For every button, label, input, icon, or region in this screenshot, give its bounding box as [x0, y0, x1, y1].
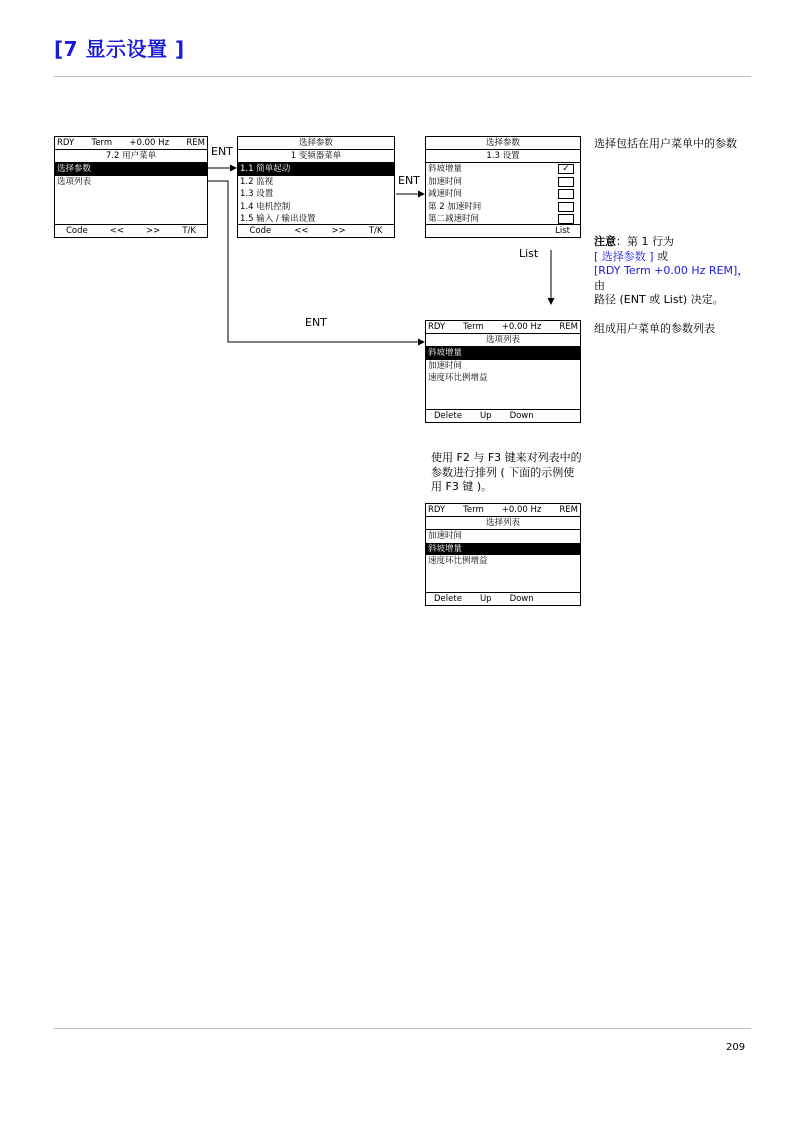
param-label: 第二减速时间	[428, 214, 480, 224]
note-title: 注意	[594, 235, 616, 248]
sort-instructions	[431, 451, 591, 495]
option-list-description: 组成用户菜单的参数列表	[594, 322, 715, 335]
param-label: 第 2 加速时间	[428, 201, 482, 212]
status-bar: 选择参数	[238, 137, 394, 150]
menu-item-io-setup[interactable]: 1.5 输入 / 输出设置	[240, 214, 316, 224]
status-rem: REM	[559, 322, 578, 332]
menu-item-motor-control[interactable]: 1.4 电机控制	[240, 201, 291, 212]
status-rdy: RDY	[428, 505, 446, 515]
fkey-next[interactable]: >>	[146, 226, 161, 236]
function-keys	[426, 592, 580, 605]
fkey-tk[interactable]: T/K	[182, 226, 196, 236]
param-item-ramp-increment[interactable]	[426, 163, 580, 176]
status-frequency: +0.00 Hz	[501, 505, 542, 515]
status-rem: REM	[559, 505, 578, 515]
list-item-ramp-increment[interactable]: 斜坡增量	[426, 543, 580, 556]
screen-title: 1 变频器菜单	[238, 150, 394, 163]
note-link-status-line[interactable]: [RDY Term +0.00 Hz REM]	[594, 264, 738, 277]
status-term: Term	[91, 138, 113, 148]
ent-label: ENT	[305, 316, 327, 329]
status-term: Term	[463, 322, 484, 332]
note-link-select-params[interactable]: [ 选择参数 ]	[594, 249, 654, 263]
status-frequency: +0.00 Hz	[501, 322, 542, 332]
list-item-accel-time[interactable]: 加速时间	[428, 531, 463, 541]
screen-title: 选择列表	[426, 517, 580, 530]
ent-label: ENT	[398, 174, 420, 187]
note-text: 或	[653, 249, 669, 263]
fkey-code[interactable]: Code	[249, 226, 272, 236]
fkey-up[interactable]: Up	[479, 594, 492, 604]
list-item-speed-loop-gain[interactable]: 速度环比例增益	[428, 373, 488, 383]
fkey-down[interactable]: Down	[509, 594, 534, 604]
menu-item-simple-start[interactable]: 1.1 简单起动	[238, 163, 394, 176]
param-item-accel-time[interactable]	[426, 176, 580, 189]
list-label: List	[519, 247, 539, 260]
status-bar	[55, 137, 207, 150]
screen-title: 选项列表	[426, 334, 580, 347]
param-checkbox[interactable]	[558, 177, 574, 187]
fkey-prev[interactable]: <<	[109, 226, 125, 236]
param-item-accel-time-2[interactable]	[426, 201, 580, 214]
menu-item-select-params[interactable]: 选择参数	[55, 163, 207, 176]
param-label: 斜坡增量	[428, 164, 463, 174]
param-checkbox-checked[interactable]: ✓	[558, 164, 574, 174]
param-checkbox[interactable]	[558, 214, 574, 224]
function-keys	[55, 224, 207, 237]
status-rdy: RDY	[57, 138, 75, 148]
fkey-prev[interactable]: <<	[294, 226, 309, 236]
screen-title: 1.3 设置	[426, 150, 580, 163]
fkey-up[interactable]: Up	[479, 411, 492, 421]
status-rdy: RDY	[428, 322, 446, 332]
screen-option-list	[425, 320, 581, 423]
param-checkbox[interactable]	[558, 202, 574, 212]
sort-line: 用 F3 键 )。	[431, 480, 493, 493]
screen-drive-menu	[237, 136, 395, 238]
status-bar	[426, 321, 580, 334]
screen-user-menu	[54, 136, 208, 238]
ent-label: ENT	[211, 145, 233, 158]
function-keys	[426, 409, 580, 422]
param-item-decel-time[interactable]	[426, 188, 580, 201]
fkey-list[interactable]: List	[555, 226, 570, 236]
status-frequency: +0.00 Hz	[129, 138, 170, 148]
page-number: 209	[726, 1042, 746, 1053]
function-keys	[426, 224, 580, 237]
screen-settings-params	[425, 136, 581, 238]
list-item-ramp-increment[interactable]: 斜坡增量	[426, 347, 580, 360]
status-term: Term	[463, 505, 484, 515]
menu-item-monitor[interactable]: 1.2 监视	[240, 176, 274, 187]
param-label: 加速时间	[428, 176, 463, 187]
fkey-delete[interactable]: Delete	[434, 594, 462, 604]
status-bar: 选择参数	[426, 137, 580, 150]
menu-item-option-list[interactable]: 选项列表	[57, 176, 92, 187]
fkey-next[interactable]: >>	[331, 226, 346, 236]
status-bar	[426, 504, 580, 517]
fkey-tk[interactable]: T/K	[368, 226, 383, 236]
fkey-down[interactable]: Down	[509, 411, 534, 421]
sort-line: 使用 F2 与 F3 键来对列表中的	[431, 451, 582, 464]
sort-line: 参数进行排列 ( 下面的示例使	[431, 465, 575, 479]
select-params-description: 选择包括在用户菜单中的参数	[594, 137, 737, 150]
note-text: ：第 1 行为	[616, 235, 674, 248]
menu-item-settings[interactable]: 1.3 设置	[240, 189, 274, 199]
note-block	[594, 235, 754, 308]
param-checkbox[interactable]	[558, 189, 574, 199]
list-item-accel-time[interactable]: 加速时间	[428, 360, 463, 371]
status-rem: REM	[186, 138, 205, 148]
page-title: [7 显示设置 ]	[54, 37, 185, 61]
note-text: ，由	[594, 264, 749, 292]
bottom-divider	[54, 1028, 751, 1029]
fkey-delete[interactable]: Delete	[434, 411, 462, 421]
param-label: 减速时间	[428, 189, 463, 199]
screen-title: 7.2 用户菜单	[55, 150, 207, 163]
list-item-speed-loop-gain[interactable]: 速度环比例增益	[428, 556, 488, 566]
function-keys	[238, 224, 394, 237]
screen-select-list	[425, 503, 581, 606]
fkey-code[interactable]: Code	[66, 226, 88, 236]
note-text: 路径 (ENT 或 List) 决定。	[594, 293, 724, 306]
